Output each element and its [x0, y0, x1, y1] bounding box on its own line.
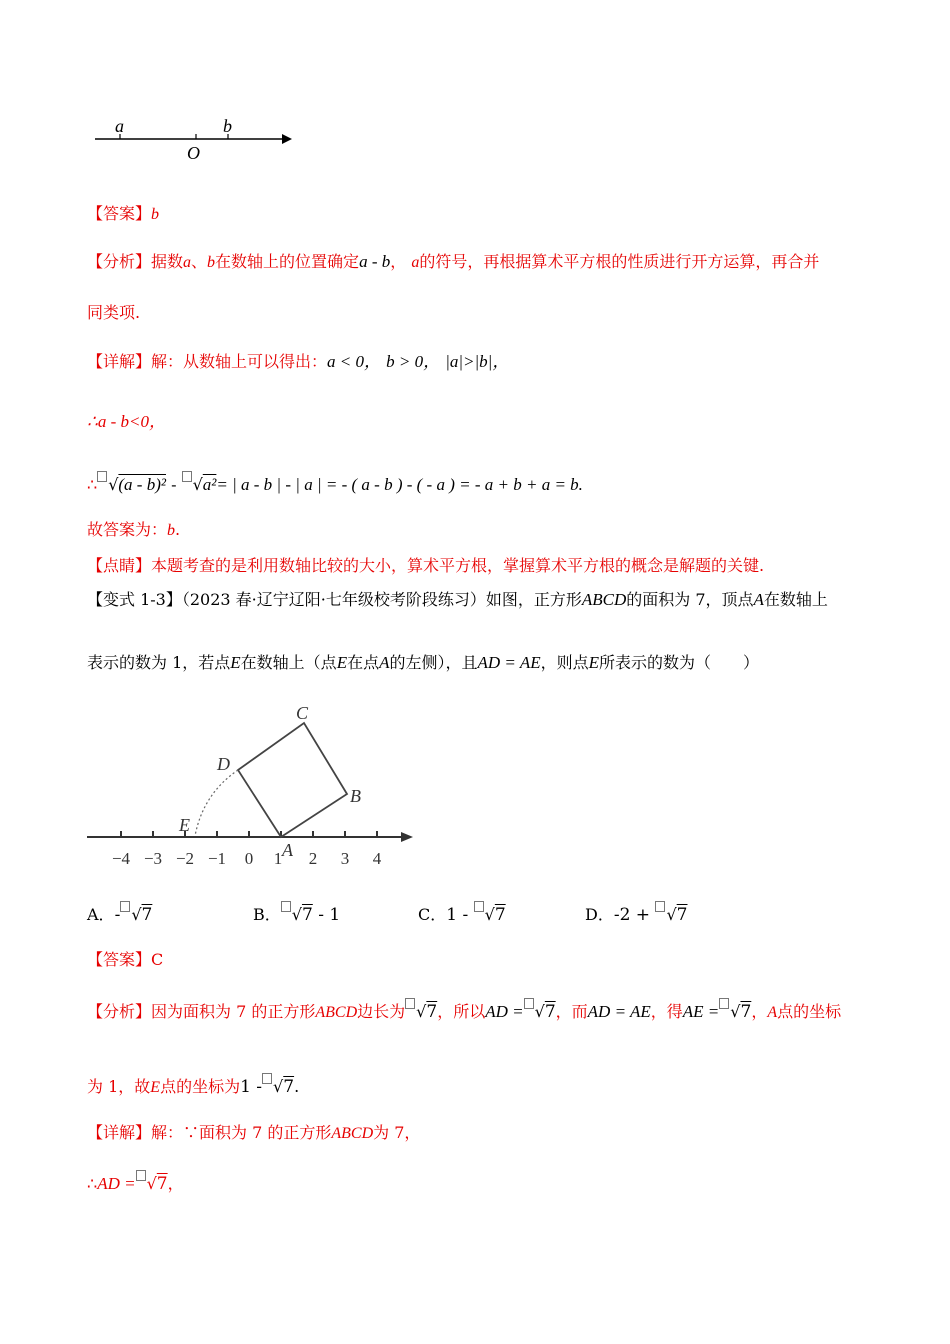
detail-tag: 【详解】 [87, 352, 152, 371]
therefore-symbol: ∴ [87, 1174, 98, 1193]
tick-label: 3 [340, 849, 350, 868]
step-line-1 [87, 411, 166, 433]
radical-index-box [136, 1170, 146, 1181]
radical-sign: √ [534, 1002, 545, 1021]
expr-a-minus-b: a - b [359, 252, 391, 271]
analysis-text: ， [390, 252, 407, 271]
final-answer-line [87, 519, 180, 542]
var-abcd: ABCD [581, 590, 627, 609]
point-text: 本题考查的是利用数轴比较的大小，算术平方根，掌握算术平方根的概念是解题的关键. [151, 556, 765, 575]
option-radicand: 7 [676, 905, 688, 925]
radical-sign: √ [730, 1002, 741, 1021]
radicand: 7 [426, 1002, 438, 1022]
final-text: 故答案为： [87, 520, 168, 539]
label-a-point: A [282, 840, 293, 860]
condition-abs: |a|>|b|， [445, 352, 510, 371]
var-e: E [588, 653, 600, 672]
tick-label: 4 [372, 849, 382, 868]
detail-text: 为 7， [373, 1123, 421, 1142]
question-text: 表示的数为 1，若点 [87, 653, 231, 672]
answer-line-1 [87, 203, 159, 226]
axis-arrow [282, 134, 292, 144]
condition-b: b > 0， [386, 352, 441, 371]
expr-ae: AE = [682, 1002, 720, 1021]
analysis2-line-2 [87, 1073, 299, 1099]
final-text: . [175, 520, 181, 539]
radical-sign: √ [192, 475, 203, 494]
radical-sign: √ [273, 1077, 284, 1096]
radical-sign: √ [484, 905, 495, 924]
point-tag: 【点睛】 [87, 556, 152, 575]
arc-d-to-e [195, 770, 238, 836]
answer-tag: 【答案】 [87, 204, 152, 223]
analysis-text: 、 [191, 252, 208, 271]
period: . [294, 1077, 300, 1096]
equation-ad-ae: AD = AE [587, 1002, 651, 1021]
var-e: E [230, 653, 241, 672]
label-b: b [223, 116, 232, 136]
radical-index-box [281, 901, 291, 912]
analysis-text: 点的坐标为 [160, 1077, 241, 1096]
label-c: C [296, 703, 309, 723]
question-text: 的左侧），且 [389, 653, 478, 672]
label-d: D [217, 754, 230, 774]
step-line-2 [87, 471, 583, 496]
detail-line-1 [87, 351, 509, 373]
var-e: E [150, 1079, 161, 1096]
analysis-line-1 [87, 251, 819, 274]
analysis-text: ，所以 [437, 1002, 486, 1021]
option-label: C． [418, 905, 447, 924]
option-d[interactable] [585, 901, 688, 926]
tick-label: −3 [143, 849, 163, 868]
question-text: 在数轴上 [763, 590, 828, 609]
analysis-text: ， [751, 1002, 768, 1021]
radical-sign: √ [291, 905, 302, 924]
option-b[interactable] [253, 901, 340, 926]
tick-label: 1 [273, 849, 283, 868]
tick-label: 0 [244, 849, 254, 868]
tick-label: −1 [207, 849, 227, 868]
variant-tag: 【变式 1-3】 [87, 590, 182, 609]
analysis-text: 的符号，再根据算术平方根的性质进行开方运算，再合并 [419, 252, 820, 271]
detail-text: 解：∵面积为 7 的正方形 [151, 1123, 332, 1142]
question-text: （2023 春·辽宁辽阳·七年级校考阶段练习）如图，正方形 [181, 590, 582, 609]
question-line-1 [87, 589, 828, 611]
analysis-tag: 【分析】 [87, 252, 152, 271]
number-line-figure-1 [90, 112, 300, 167]
label-b-point: B [350, 786, 361, 806]
radical-sign: √ [108, 475, 119, 494]
answer-tag: 【答案】 [87, 950, 152, 969]
option-c[interactable] [418, 901, 506, 926]
radical-sign: √ [666, 905, 677, 924]
option-radicand: 7 [141, 905, 153, 925]
radical-index-box [262, 1073, 272, 1084]
radicand: 7 [544, 1002, 556, 1022]
analysis2-line-1 [87, 998, 841, 1024]
label-o: O [187, 143, 200, 163]
var-b: b [167, 522, 176, 539]
condition-a: a < 0， [327, 352, 382, 371]
question-text: 在点 [347, 653, 380, 672]
radical-index-box [655, 901, 665, 912]
analysis-text: ，得 [650, 1002, 683, 1021]
radicand: 7 [740, 1002, 752, 1022]
answer-value: C [151, 950, 164, 969]
square-number-line-figure [85, 698, 420, 873]
radical-index-box [120, 901, 130, 912]
point-line [87, 555, 764, 577]
var-e: E [336, 653, 348, 672]
radicand: 7 [283, 1077, 295, 1097]
analysis-tag: 【分析】 [87, 1002, 152, 1021]
expr-ad: AD = [97, 1174, 136, 1193]
radical-index-box [405, 998, 415, 1009]
option-label: A． [87, 905, 115, 924]
analysis-text: 边长为 [357, 1002, 406, 1021]
analysis-text: 点的坐标 [777, 1002, 842, 1021]
var-a-point: A [767, 1004, 778, 1021]
var-abcd: ABCD [315, 1004, 358, 1021]
option-label: B． [253, 905, 281, 924]
question-text: 在数轴上（点 [240, 653, 337, 672]
radicand-2: a² [202, 475, 217, 494]
radical-index-box [474, 901, 484, 912]
question-text: 所表示的数为（ ） [599, 653, 760, 672]
radical-sign: √ [131, 905, 142, 924]
radical-sign: √ [146, 1174, 157, 1193]
option-label: D． [585, 905, 614, 924]
radical-index-box [719, 998, 729, 1009]
tick-label: −4 [111, 849, 131, 868]
analysis-text: 因为面积为 7 的正方形 [151, 1002, 316, 1021]
square-abcd [238, 723, 347, 837]
question-line-2 [87, 652, 759, 674]
minus-sign: - [165, 475, 182, 494]
radicand: 7 [156, 1174, 168, 1194]
option-lead: 1 - [446, 905, 474, 925]
option-lead: -2 + [613, 905, 656, 925]
analysis-text: ，而 [555, 1002, 588, 1021]
comma: ， [167, 1174, 184, 1193]
answer-value: b [151, 206, 160, 223]
equation-ad-ae: AD = AE [477, 653, 541, 672]
analysis-text: 同类项. [87, 303, 141, 322]
axis-arrow [401, 832, 413, 842]
radical-index-box [97, 471, 107, 482]
analysis-line-2 [87, 302, 140, 324]
detail2-line [87, 1122, 420, 1145]
radical-index-box [524, 998, 534, 1009]
detail-tag: 【详解】 [87, 1123, 152, 1142]
radical-sign: √ [416, 1002, 427, 1021]
question-text: ，则点 [540, 653, 589, 672]
label-e: E [179, 815, 190, 835]
option-radicand: 7 [494, 905, 506, 925]
analysis-text: 据数 [151, 252, 184, 271]
expr-one-minus: 1 - [240, 1077, 263, 1097]
answer-line-2 [87, 949, 163, 971]
tick-label: 2 [308, 849, 318, 868]
var-a-point: A [753, 590, 764, 609]
tick-label: −2 [175, 849, 195, 868]
step-expression: = | a - b | - | a | = - ( a - b ) - ( - a ) = - a + b + a = b. [216, 475, 583, 494]
option-radicand: 7 [301, 905, 313, 925]
option-a[interactable] [87, 901, 152, 926]
analysis-text: 为 1，故 [87, 1077, 151, 1096]
question-text: 的面积为 7，顶点 [626, 590, 754, 609]
option-rest: - 1 [312, 905, 341, 925]
var-abcd: ABCD [331, 1125, 374, 1142]
expr-ad: AD = [485, 1002, 524, 1021]
analysis-text: 在数轴上的位置确定 [215, 252, 360, 271]
step-expression: ∴a - b<0， [87, 412, 166, 431]
therefore-symbol: ∴ [87, 475, 98, 494]
label-a: a [115, 116, 124, 136]
radicand-1: (a - b)² [118, 475, 166, 494]
radical-index-box [182, 471, 192, 482]
var-a: a [411, 254, 420, 271]
var-a-point: A [379, 653, 390, 672]
option-minus: - [114, 905, 121, 925]
detail-text: 解：从数轴上可以得出： [151, 352, 328, 371]
var-a: a [183, 254, 192, 271]
var-b: b [207, 254, 216, 271]
last-step-line [87, 1170, 184, 1195]
